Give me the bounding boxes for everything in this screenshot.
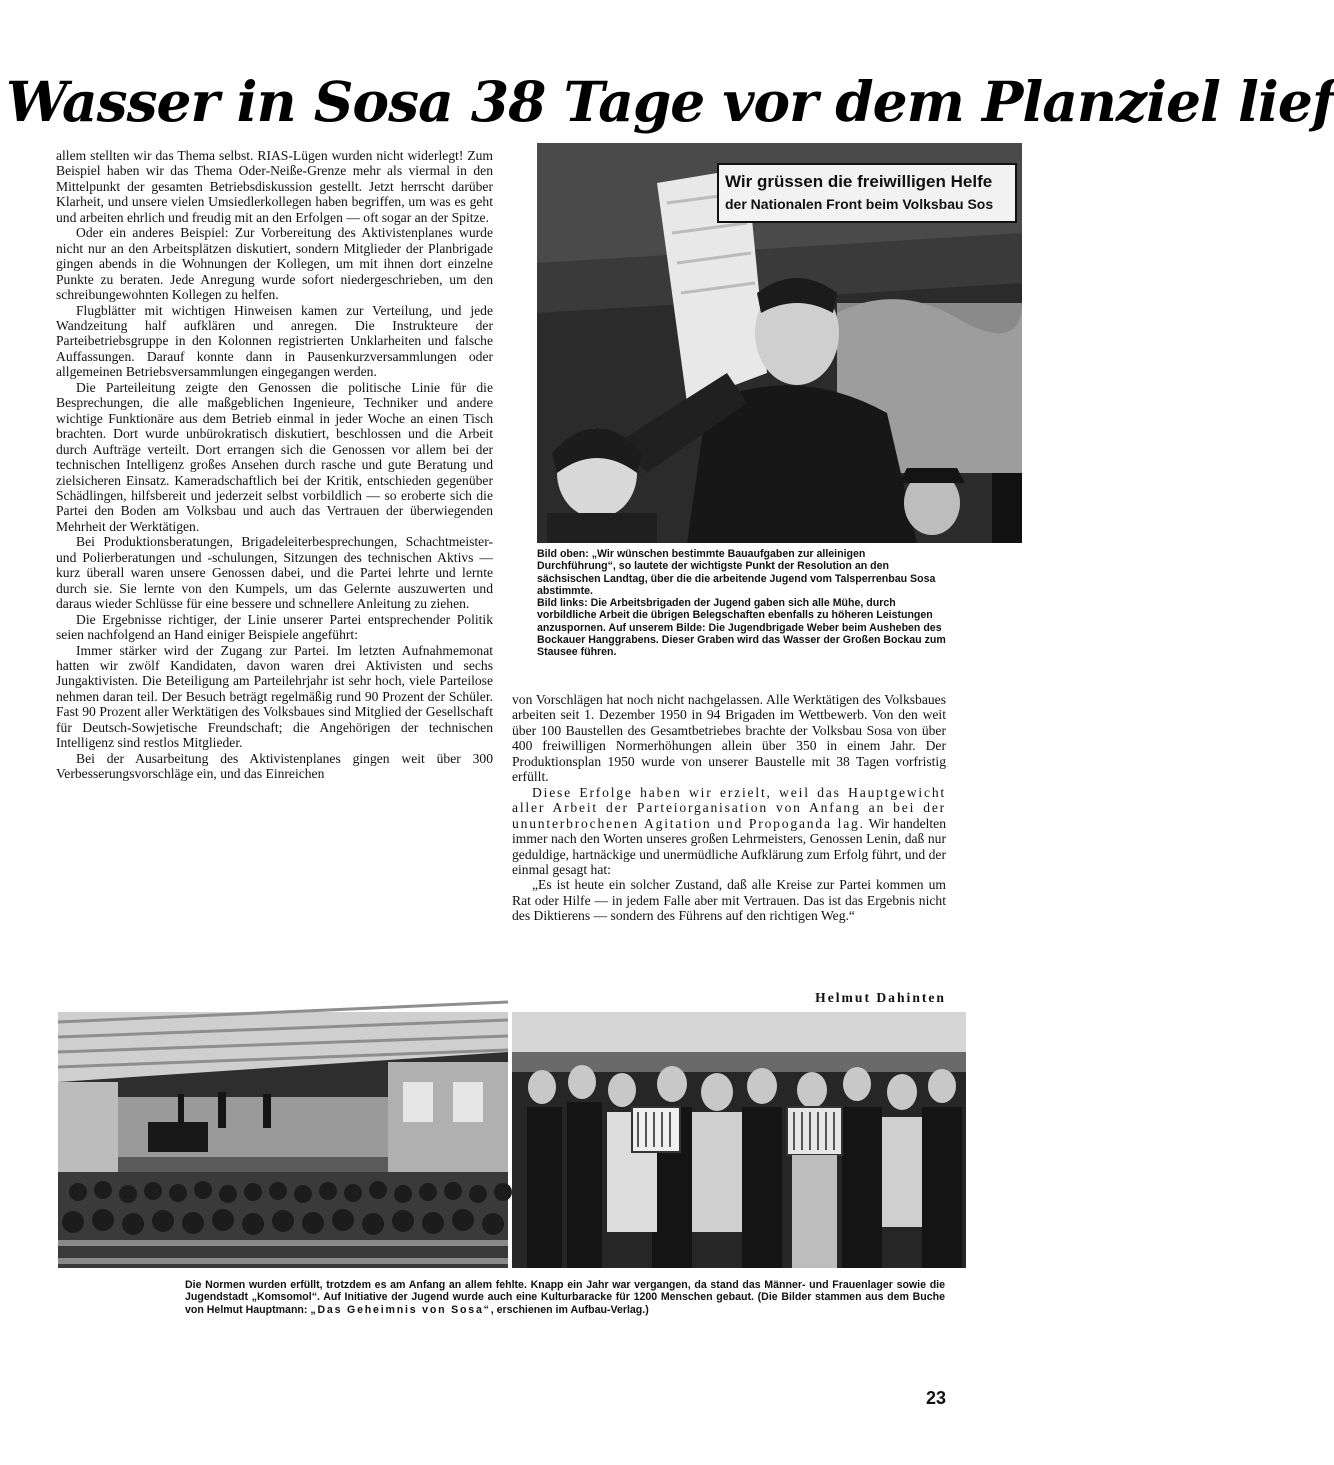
photo-youth-accordion xyxy=(512,1012,966,1268)
lenin-quote: „Es ist heute ein solcher Zustand, daß alle Kreise zur Partei kommen um Rat oder Hilfe — in jedem Falle aber mit Vertrauen. Das ist das Ergebnis nicht des Diktierens — sondern des Führens auf den richtigen Weg.“ xyxy=(512,877,946,924)
emphasized-text: Diese Erfolge haben wir erzielt, weil das Hauptgewicht aller Arbeit der Parteiorganisation von Anfang an bei der ununterbrochenen Agitation und Propoganda lag. xyxy=(512,784,946,831)
paragraph: Bei der Ausarbeitung des Aktivistenplanes gingen weit über 300 Verbesserungsvorschläge ein, und das Einreichen xyxy=(56,750,493,782)
bottom-photo-caption xyxy=(185,1279,945,1341)
article-headline: Wasser in Sosa 38 Tage vor dem Planziel lief xyxy=(6,69,1334,134)
page-number: 23 xyxy=(925,1388,946,1408)
author-signature: Helmut Dahinten xyxy=(815,990,946,1005)
paragraph: Flugblätter mit wichtigen Hinweisen kamen zur Verteilung, und jede Wandzeitung half aufklären und anregen. Die Instrukteure der Parteibetriebsgruppe in den Kolonnen registrierten Unklarheiten und falsche Auffassungen. Darauf konnte dann in Pausenkurzversammlungen oder allgemeinen Betriebsversammlungen eingegangen werden. xyxy=(56,302,493,380)
photo-youth-rally xyxy=(537,143,1022,543)
caption-top-lower: Bild links: Die Arbeitsbrigaden der Jugend gaben sich alle Mühe, durch vorbildliche Arbeit die übrigen Belegschaften ebenfalls zu höheren Leistungen anzuspornen. Auf unserem Bilde: Die Jugendbrigade Weber beim Ausheben des Bockauer Hanggrabens. Dieser Graben wird das Wasser der Großen Bockau zum Stausee führen. xyxy=(537,597,946,659)
paragraph: von Vorschlägen hat noch nicht nachgelassen. Alle Werktätigen des Volksbaues arbeiten seit 1. Dezember 1950 in 94 Brigaden im Wettbewerb. Von den weit über 100 Baustellen des Gesamtbetriebes brachte der Volksbau Sosa von über 400 freiwilligen Normerhöhungen allein über 350 in einem Jahr. Der Produktionsplan 1950 wurde von unserer Baustelle mit 38 Tagen vorfristig erfüllt. xyxy=(512,692,946,785)
left-text-column xyxy=(56,148,493,986)
caption-bottom-text: Die Normen wurden erfüllt, trotzdem es am Anfang an allem fehlte. Knapp ein Jahr war vergangen, da stand das Männer- und Frauenlager sowie die Jugendstadt „Komsomol“. Auf Initiative der Jugend wurde auch eine Kulturbaracke für 1200 Menschen gebaut. (Die Bilder stammen aus dem Buche von Helmut Hauptmann: xyxy=(185,1279,945,1316)
top-photo-caption xyxy=(537,548,946,666)
paragraph-emphasis xyxy=(512,785,946,878)
paragraph-continuation: Wir handelten immer nach den Worten unseres großen Lehrmeisters, Genossen Lenin, daß nur geduldige, hartnäckige und unermüdliche Aufklärung zum Erfolg führt, und der einmal gesagt hat: xyxy=(512,815,946,877)
photo-youth-accordion-drawing xyxy=(512,1012,966,1268)
caption-top-upper: Bild oben: „Wir wünschen bestimmte Bauaufgaben zur alleinigen Durchführung“, so lautete der wichtigste Punkt der Resolution an den sächsischen Landtag, über die die arbeitende Jugend vom Talsperrenbau Sosa abstimmte. xyxy=(537,548,936,597)
banner-line-2: der Nationalen Front beim Volksbau Sos xyxy=(725,196,994,212)
paragraph: Oder ein anderes Beispiel: Zur Vorbereitung des Aktivistenplanes wurde nicht nur an den Arbeitsplätzen diskutiert, sondern Mitglieder der Planbrigade gingen abends in die Wohnungen der Kollegen, um mit ihnen dort einzelne Punkte zu beraten. Jede Anregung wurde sofort niedergeschrieben, um den schreibungewohnten Kollegen zu helfen. xyxy=(56,225,493,303)
caption-bottom-end: , erschienen im Aufbau-Verlag.) xyxy=(490,1303,649,1316)
caption-book-title: „Das Geheimnis von Sosa“ xyxy=(310,1303,491,1316)
photo-banner xyxy=(717,163,1017,223)
paragraph: Immer stärker wird der Zugang zur Partei. Im letzten Aufnahmemonat hatten wir zwölf Kandidaten, davon waren drei Aktivisten und sechs Jungaktivisten. Die Beteiligung am Parteilehrjahr ist sehr hoch, viele Parteilose nehmen daran teil. Der Besuch beträgt regelmäßig rund 90 Prozent der Schüler. Fast 90 Prozent aller Werktätigen des Volksbaues sind Mitglied der Gesellschaft für Deutsch-Sowjetische Freundschaft; die Angehörigen der technischen Intelligenz sind restlos Mitglieder. xyxy=(56,642,493,751)
paragraph: Die Ergebnisse richtiger, der Linie unserer Partei entsprechender Politik seien nachfolgend an Hand einiger Beispiele angeführt: xyxy=(56,611,493,643)
photo-culture-hall-drawing xyxy=(58,1012,508,1268)
paragraph: Bei Produktionsberatungen, Brigadeleiterbesprechungen, Schachtmeister- und Polierberatungen und -schulungen, Sitzungen des technischen Aktivs — kurz überall waren unsere Genossen dabei, und die Partei lehrte und lernte durch sie. Sie lernte von den Kumpels, um das Gelernte auszuwerten und daraus wieder Schlüsse für eine bessere und schnellere Anleitung zu ziehen. xyxy=(56,534,493,612)
banner-line-1: Wir grüssen die freiwilligen Helfe xyxy=(725,172,993,191)
photo-culture-hall xyxy=(58,1012,508,1268)
paragraph: Die Parteileitung zeigte den Genossen die politische Linie für die Besprechungen, die alle maßgeblichen Ingenieure, Techniker und andere wichtige Funktionäre aus dem Betrieb einmal in jeder Woche an einen Tisch brachten. Dort wurde unbürokratisch diskutiert, beschlossen und die Arbeit durch Aufträge verteilt. Dort errangen sich die Genossen vor allem bei der technischen Intelligenz großes Ansehen durch rasche und gute Beratung und zielsicheren Einsatz. Kameradschaftlich bei der Kritik, entschieden gegenüber Schädlingen, hilfsbereit und jederzeit selbst vorbildlich — so eroberte sich die Partei den Boden am Volksbau und auch das Vertrauen der überwiegenden Mehrheit der Werktätigen. xyxy=(56,379,493,534)
right-text-column xyxy=(512,692,946,988)
paragraph: allem stellten wir das Thema selbst. RIAS-Lügen wurden nicht widerlegt! Zum Beispiel haben wir das Thema Oder-Neiße-Grenze mehr als viermal in den Mittelpunkt der gesamten Betriebsdiskussion gestellt. Jetzt herrscht darüber Klarheit, und unsere vielen Umsiedlerkollegen haben begriffen, um was es geht und arbeiten ehrlich und freudig mit an den Erfolgen — oft sogar an der Spitze. xyxy=(56,148,493,225)
